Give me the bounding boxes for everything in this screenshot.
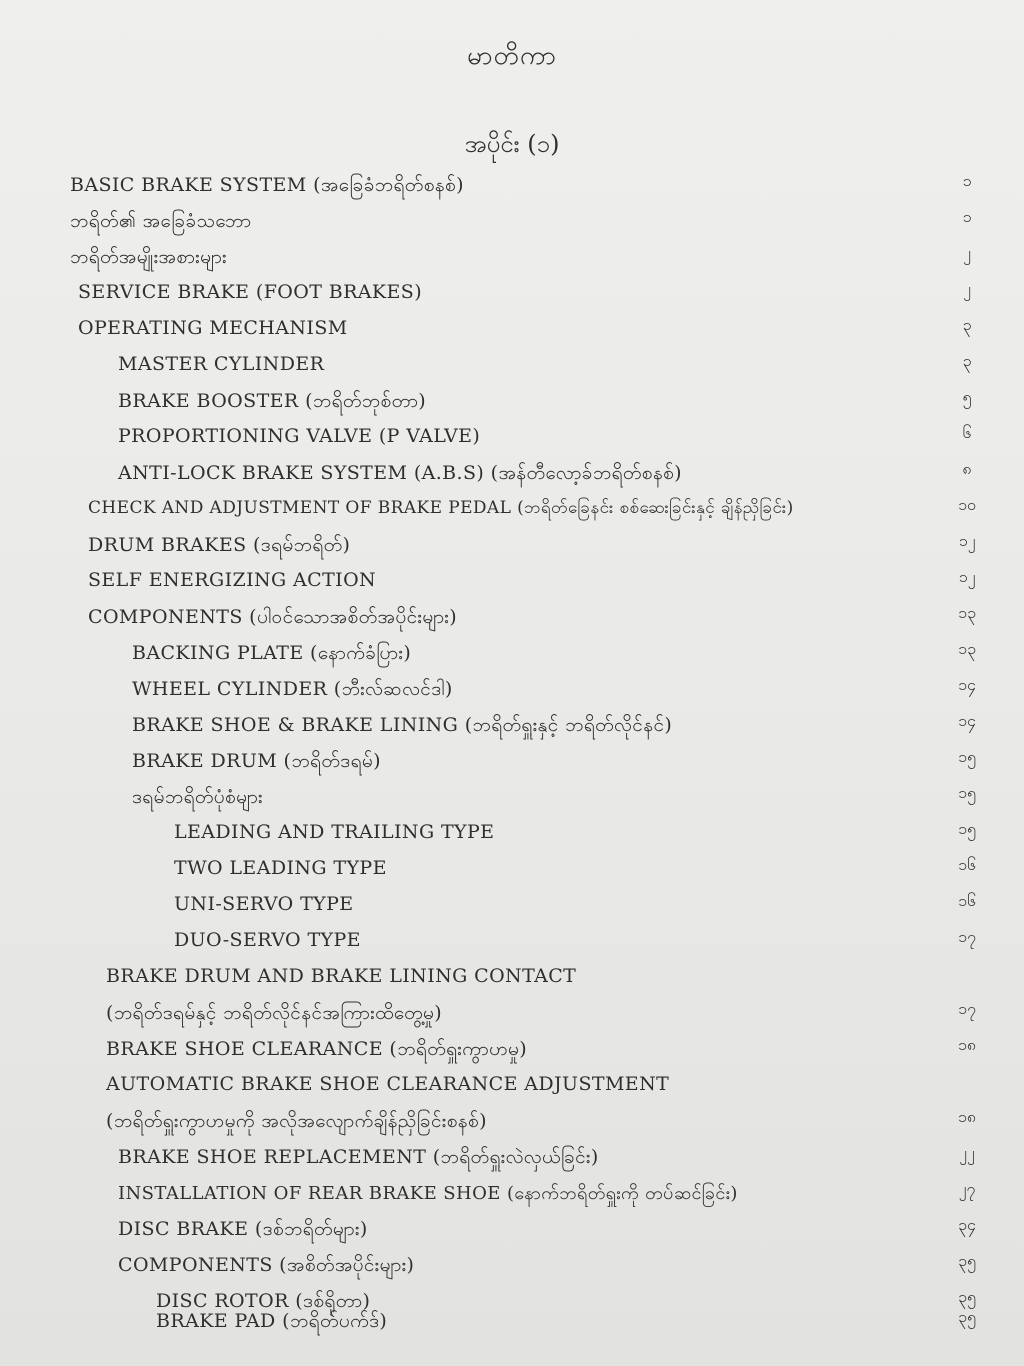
toc-entry-label: DUO-SERVO TYPE xyxy=(174,929,361,951)
toc-entry-label: WHEEL CYLINDER (ဘီးလ်ဆလင်ဒါ) xyxy=(132,678,453,700)
toc-entry xyxy=(0,1306,1024,1340)
toc-entry xyxy=(0,746,1024,780)
toc-entry xyxy=(0,962,1024,996)
toc-entry-label: DISC ROTOR (ဒစ်ရိုတာ) xyxy=(156,1290,371,1312)
toc-entry-label: DISC BRAKE (ဒစ်ဘရိတ်များ) xyxy=(118,1218,368,1240)
toc-entry-label: (ဘရိတ်ရှူးကွာဟမှုကို အလိုအလျောက်ချိန်ညှိခြင်းစနစ်) xyxy=(106,1110,487,1132)
toc-entry-label: AUTOMATIC BRAKE SHOE CLEARANCE ADJUSTMENT xyxy=(106,1073,670,1095)
toc-entry-label: CHECK AND ADJUSTMENT OF BRAKE PEDAL (ဘရိတ်ခြေနင်း စစ်ဆေးခြင်းနှင့် ချိန်ညှိခြင်း) xyxy=(88,498,794,518)
toc-entry xyxy=(0,926,1024,960)
toc-entry-page: ၁ xyxy=(962,171,972,190)
toc-entry-page: ၁၄ xyxy=(958,675,976,694)
toc-entry-page: ၂ xyxy=(963,243,971,262)
toc-entry xyxy=(0,422,1024,456)
toc-entry-page: ၁ xyxy=(962,207,972,226)
toc-entry-page: ၃၅ xyxy=(958,1307,976,1326)
toc-entry xyxy=(0,566,1024,600)
toc-entry-label: INSTALLATION OF REAR BRAKE SHOE (နောက်ဘရိတ်ရှူးကို တပ်ဆင်ခြင်း) xyxy=(118,1183,738,1204)
toc-entry-label: BRAKE DRUM AND BRAKE LINING CONTACT xyxy=(106,965,577,987)
toc-entry xyxy=(0,818,1024,852)
toc-entry-label: BRAKE SHOE REPLACEMENT (ဘရိတ်ရှူးလဲလှယ်ခြင်း) xyxy=(118,1146,599,1168)
toc-entry-page: ၁၈ xyxy=(957,1035,977,1054)
toc-entry xyxy=(0,710,1024,744)
toc-entry-label: BASIC BRAKE SYSTEM (အခြေခံဘရိတ်စနစ်) xyxy=(70,174,464,196)
toc-entry-label: (ဘရိတ်ဒရမ်နှင့် ဘရိတ်လိုင်နင်အကြားထိတွေ့မှု) xyxy=(106,1002,443,1024)
toc-entry xyxy=(0,458,1024,492)
toc-entry-label: TWO LEADING TYPE xyxy=(174,857,387,879)
toc-entry xyxy=(0,1070,1024,1104)
toc-entry-label: COMPONENTS (ပါဝင်သောအစိတ်အပိုင်းများ) xyxy=(88,606,458,628)
toc-entry-page: ၂၂ xyxy=(959,1143,975,1162)
toc-entry-label: ဒရမ်ဘရိတ်ပုံစံများ xyxy=(132,786,263,808)
page-title: မာတိကာ xyxy=(467,41,557,71)
toc-entry-label: BACKING PLATE (နောက်ခံပြား) xyxy=(132,642,412,664)
toc-entry-page: ၈ xyxy=(962,459,972,478)
toc-entry xyxy=(0,206,1024,240)
toc-entry xyxy=(0,170,1024,204)
toc-entry-page: ၃ xyxy=(962,315,972,334)
toc-entry-page: ၁၅ xyxy=(958,783,976,802)
toc-entry-label: BRAKE DRUM (ဘရိတ်ဒရမ်) xyxy=(132,750,381,772)
toc-entry-page: ၁၂ xyxy=(958,567,976,586)
toc-entry-page: ၃၅ xyxy=(958,1251,976,1270)
table-of-contents xyxy=(0,170,1024,1340)
toc-entry-page: ၂၇ xyxy=(958,1179,976,1198)
toc-entry-page: ၁၇ xyxy=(958,999,976,1018)
toc-entry-page: ၁၆ xyxy=(958,855,976,874)
toc-entry-page: ၁၅ xyxy=(958,747,976,766)
toc-entry-label: OPERATING MECHANISM xyxy=(78,317,348,339)
toc-entry-page: ၁၃ xyxy=(958,603,976,622)
toc-entry xyxy=(0,854,1024,888)
toc-entry-label: ဘရိတ်အမျိုးအစားများ xyxy=(70,246,228,268)
toc-entry xyxy=(0,1250,1024,1284)
toc-entry-page: ၁၇ xyxy=(958,927,976,946)
toc-entry xyxy=(0,1214,1024,1248)
toc-entry-label: SELF ENERGIZING ACTION xyxy=(88,569,377,591)
toc-entry-page: ၅ xyxy=(962,387,972,406)
toc-entry xyxy=(0,890,1024,924)
toc-entry xyxy=(0,278,1024,312)
toc-entry-label: ဘရိတ်၏ အခြေခံသဘော xyxy=(70,210,252,232)
toc-entry-page: ၁၆ xyxy=(958,891,976,910)
toc-entry xyxy=(0,998,1024,1032)
toc-entry-page: ၁၄ xyxy=(958,711,976,730)
toc-entry xyxy=(0,350,1024,384)
toc-entry xyxy=(0,1178,1024,1212)
toc-entry-label: UNI-SERVO TYPE xyxy=(174,893,354,915)
toc-entry-page: ၃၅ xyxy=(958,1287,976,1306)
toc-entry-label: COMPONENTS (အစိတ်အပိုင်းများ) xyxy=(118,1254,415,1276)
toc-entry xyxy=(0,782,1024,816)
toc-entry xyxy=(0,674,1024,708)
toc-entry xyxy=(0,638,1024,672)
toc-entry-page: ၆ xyxy=(962,423,972,442)
toc-entry xyxy=(0,494,1024,528)
toc-entry-page: ၂ xyxy=(963,279,971,298)
part-heading: အပိုင်း (၁) xyxy=(464,130,560,158)
toc-entry-page: ၃ xyxy=(962,351,972,370)
toc-entry xyxy=(0,602,1024,636)
toc-entry-page: ၁၀ xyxy=(958,495,976,514)
toc-entry-label: BRAKE SHOE CLEARANCE (ဘရိတ်ရှူးကွာဟမှု) xyxy=(106,1038,528,1060)
toc-entry xyxy=(0,1106,1024,1140)
toc-entry-label: PROPORTIONING VALVE (P VALVE) xyxy=(118,425,481,447)
toc-entry xyxy=(0,1034,1024,1068)
toc-entry-label: BRAKE PAD (ဘရိတ်ပက်ဒ်) xyxy=(156,1310,388,1332)
toc-entry-label: ANTI-LOCK BRAKE SYSTEM (A.B.S) (အန်တီလော့ခ်ဘရိတ်စနစ်) xyxy=(118,462,682,484)
toc-entry-page: ၁၅ xyxy=(958,819,976,838)
toc-entry xyxy=(0,1142,1024,1176)
toc-entry-label: MASTER CYLINDER xyxy=(118,353,325,375)
toc-entry xyxy=(0,242,1024,276)
toc-entry xyxy=(0,530,1024,564)
toc-entry-page: ၃၄ xyxy=(958,1215,976,1234)
toc-entry-page: ၁၃ xyxy=(958,639,976,658)
toc-entry-label: BRAKE SHOE & BRAKE LINING (ဘရိတ်ရှူးနှင့် ဘရိတ်လိုင်နင်) xyxy=(132,714,673,736)
toc-entry-label: SERVICE BRAKE (FOOT BRAKES) xyxy=(78,281,423,303)
toc-entry-label: DRUM BRAKES (ဒရမ်ဘရိတ်) xyxy=(88,534,351,556)
toc-entry-page: ၁၂ xyxy=(958,531,976,550)
toc-entry-page: ၁၈ xyxy=(957,1107,977,1126)
toc-entry-label: LEADING AND TRAILING TYPE xyxy=(174,821,495,843)
toc-entry xyxy=(0,314,1024,348)
toc-entry xyxy=(0,386,1024,420)
toc-entry-label: BRAKE BOOSTER (ဘရိတ်ဘုစ်တာ) xyxy=(118,390,427,412)
